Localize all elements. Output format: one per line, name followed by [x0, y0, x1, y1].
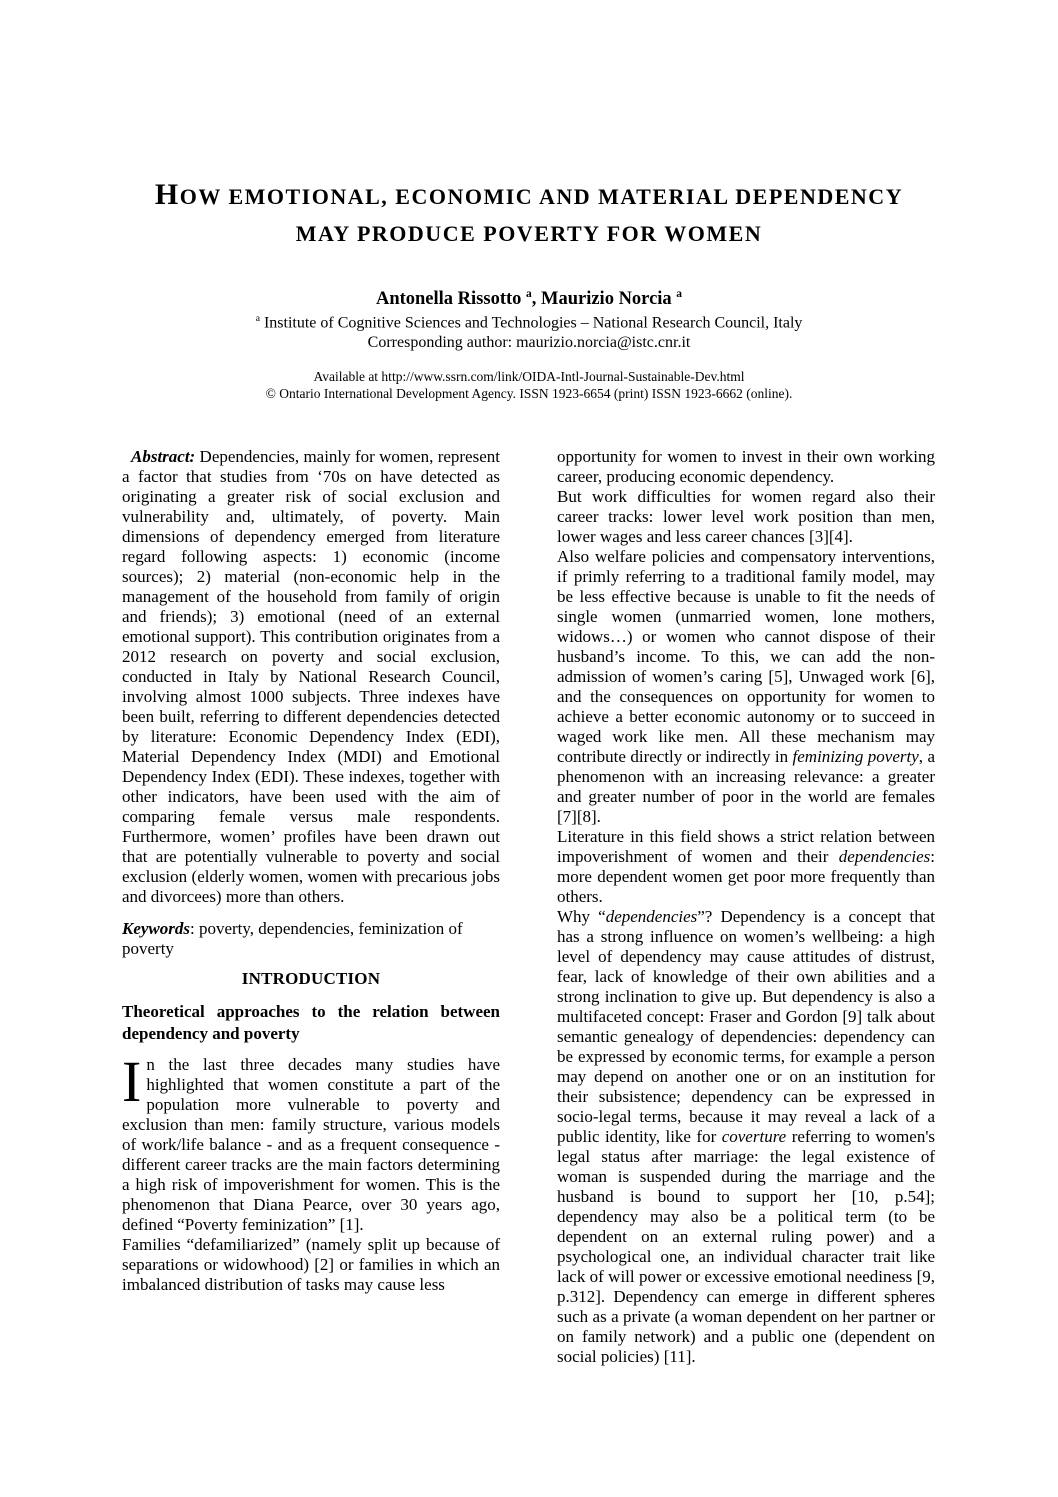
text-run: : more dependent women get poor more frequently than others. — [557, 847, 935, 907]
text-run: opportunity for women to invest in their own working career, producing economic dependency. — [557, 447, 935, 487]
text-run: a — [676, 288, 683, 300]
text-run: a — [255, 313, 260, 325]
availability-line: Available at http://www.ssrn.com/link/OIDA-Intl-Journal-Sustainable-Dev.html — [313, 369, 745, 385]
right-column — [557, 447, 935, 1367]
text-run: But work difficulties for women regard also their career tracks: lower level work position than men, lower wages and less career chances [3][4]. — [557, 487, 935, 547]
text-run: a — [526, 288, 532, 300]
title-line-1 — [0, 176, 1058, 215]
text-run: coverture — [721, 1127, 787, 1147]
intro-paragraph-text: n the last three decades many studies have highlighted that women constitute a part of the population more vulnerable to poverty and exclusion than men: family structure, various models of work/life balance - and as a frequent consequence - different career tracks are the main factors determining a high risk of impoverishment for women. This is the phenomenon that Diana Pearce, over 30 years ago, defined “Poverty feminization” [1]. — [122, 1055, 500, 1235]
title-line-1-text: OW EMOTIONAL, ECONOMIC AND MATERIAL DEPENDENCY — [179, 184, 904, 209]
text-run: feminizing poverty — [792, 747, 919, 767]
text-run: Antonella Rissotto — [375, 289, 527, 310]
body-paragraph-3 — [557, 547, 935, 827]
text-run: Institute of Cognitive Sciences and Technologies – National Research Council, Italy — [259, 314, 803, 332]
body-paragraph-4 — [557, 827, 935, 907]
families-paragraph: Families “defamiliarized” (namely split up because of separations or widowhood) [2] or families in which an imbalanced distribution of tasks may cause less — [122, 1235, 500, 1295]
text-run: Keywords — [122, 919, 190, 939]
copyright-line: © Ontario International Development Agency. ISSN 1923-6654 (print) ISSN 1923-6662 (online). — [265, 386, 793, 402]
text-run: dependencies — [838, 847, 931, 867]
dropcap-initial: I — [122, 1049, 142, 1115]
text-run: Dependencies, mainly for women, represent a factor that studies from ‘70s on have detected as originating a greater risk of social exclusion and vulnerability and, ultimately, of poverty. Main dimensions of dependency emerged from literature regard following aspects: 1) economic (income sources); 2) material (non-economic help in the management of the household from family of origin and friends); 3) emotional (need of an external emotional support). This contribution originates from a 2012 research on poverty and social exclusion, conducted in Italy by National Research Council, involving almost 1000 subjects. Three indexes have been built, referring to different dependencies detected by literature: Economic Dependency Index (EDI), Material Dependency Index (MDI) and Emotional Dependency Index (EDI). These indexes, together with other indicators, have been used with the aim of comparing female versus male respondents. Furthermore, women’ profiles have been drawn out that are potentially vulnerable to poverty and social exclusion (elderly women, women with precarious jobs and divorcees) more than others. — [122, 447, 500, 907]
text-run: referring to women's legal status after marriage: the legal existence of woman is suspended during the marriage and the husband is bound to support her [10, p.54]; dependency may also be a political term (to be dependent on an external ruling power) and a psychological one, an individual character trait like lack of will power or excessive emotional neediness [9, p.312]. Dependency can emerge in different spheres such as a private (a woman dependent on her partner or on family network) and a public one (dependent on social policies) [11]. — [557, 1127, 936, 1367]
text-run: , a phenomenon with an increasing relevance: a greater and greater number of poor in the world are females [7][8]. — [557, 747, 936, 827]
keywords-line — [122, 919, 500, 959]
introduction-heading: INTRODUCTION — [241, 969, 381, 989]
intro-paragraph — [122, 1049, 500, 1235]
text-run: Literature in this field shows a strict relation between impoverishment of women and their — [557, 827, 935, 867]
title-line-2: MAY PRODUCE POVERTY FOR WOMEN — [295, 221, 763, 246]
text-run: Why “ — [557, 907, 606, 927]
affiliation-line — [0, 313, 1058, 332]
paper-header — [0, 0, 1058, 402]
text-run: ”? Dependency is a concept that has a strong influence on women’s wellbeing: a high level of dependency may cause attitudes of distrust, fear, lack of knowledge of their own abilities and a strong inclination to give up. But dependency is also a multifaceted concept: Fraser and Gordon [9] talk about semantic genealogy of dependencies: dependency can be expressed by economic terms, for example a person may depend on another one or on an institution for their subsistence; dependency can be expressed in socio-legal terms, because it may reveal a lack of a public identity, like for — [557, 907, 935, 1147]
text-run: , Maurizio Norcia — [531, 289, 677, 310]
corresponding-author-line: Corresponding author: maurizio.norcia@istc.cnr.it — [367, 334, 691, 352]
abstract-paragraph — [122, 447, 500, 907]
text-run: Also welfare policies and compensatory interventions, if primly referring to a traditional family model, may be less effective because is unable to fit the needs of single women (unmarried women, lone mothers, widows…) or women who cannot dispose of their husband’s income. To this, we can add the non-admission of women’s caring [5], Unwaged work [6], and the consequences on opportunity for women to achieve a better economic autonomy or to succeed in waged work like men. All these mechanism may contribute directly or indirectly in — [557, 547, 935, 767]
title-initial-cap: H — [154, 178, 180, 211]
body-paragraph-5 — [557, 907, 935, 1367]
text-run: : poverty, dependencies, feminization of poverty — [122, 919, 463, 959]
article-body — [0, 447, 1058, 1367]
authors-line — [0, 288, 1058, 310]
left-column — [122, 447, 500, 1367]
text-run: dependencies — [605, 907, 698, 927]
section-subheading: Theoretical approaches to the relation between dependency and poverty — [122, 1002, 500, 1044]
paper-title — [0, 176, 1058, 252]
body-paragraph-2 — [557, 487, 935, 547]
text-run: Abstract: — [131, 447, 196, 467]
body-paragraph-1 — [557, 447, 935, 487]
